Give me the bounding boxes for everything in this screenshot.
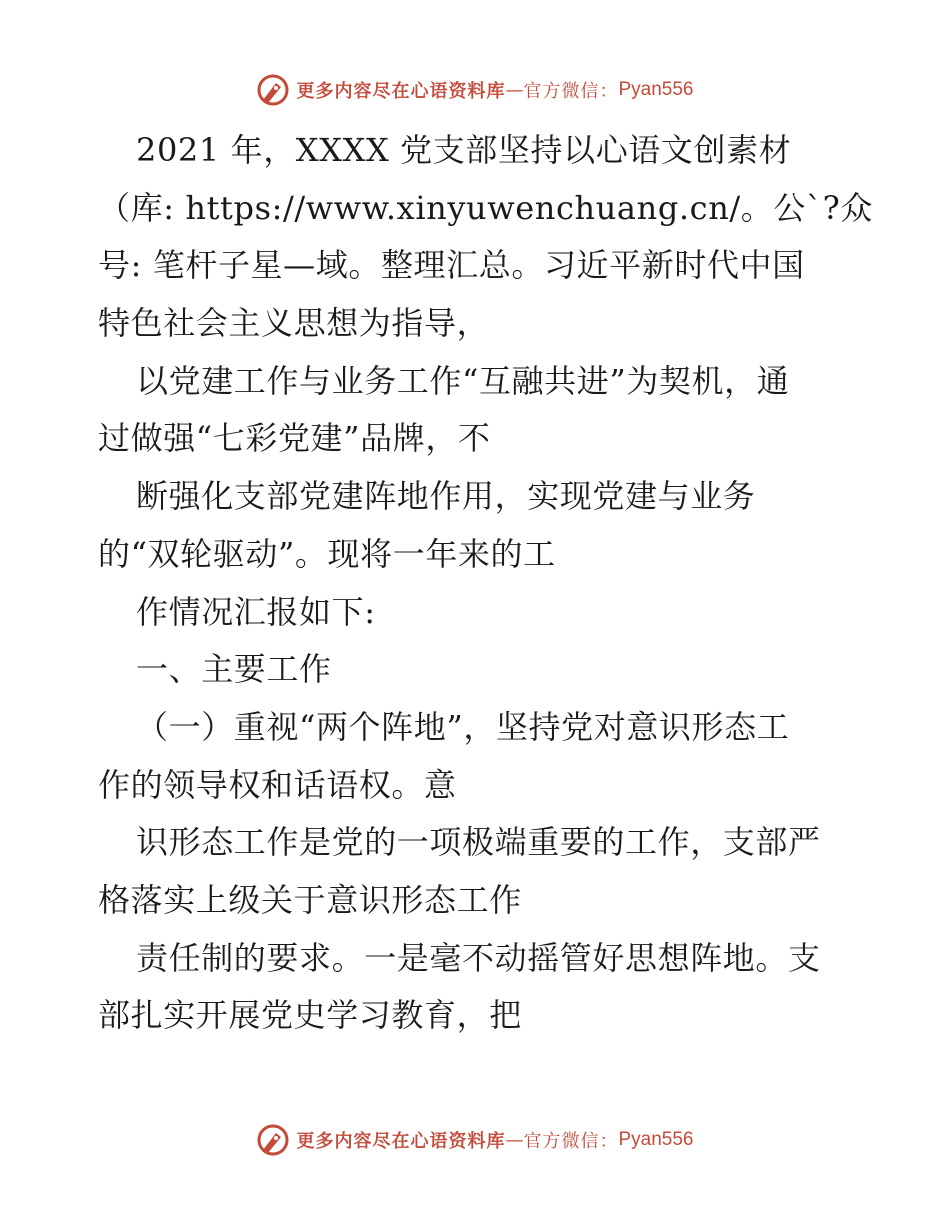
watermark-wechat-id: Pyan556 bbox=[618, 1129, 694, 1150]
body-line: 的“双轮驱动”。现将一年来的工 bbox=[98, 534, 556, 573]
body-line: 作的领导权和话语权。意 bbox=[98, 765, 457, 804]
body-line: 作情况汇报如下: bbox=[136, 592, 376, 631]
body-line: 以党建工作与业务工作“互融共进”为契机，通 bbox=[136, 361, 790, 400]
body-line: （库: https://www.xinyuwenchuang.cn/。公`?众 bbox=[98, 188, 873, 227]
watermark-sub-text: 官方微信： bbox=[523, 1131, 619, 1152]
body-line: 部扎实开展党史学习教育，把 bbox=[98, 996, 522, 1035]
document-body bbox=[98, 122, 873, 1045]
watermark-main-text: 更多内容尽在心语资料库 bbox=[296, 1131, 506, 1152]
watermark-dash: — bbox=[505, 79, 524, 101]
watermark-main-text: 更多内容尽在心语资料库 bbox=[296, 81, 506, 102]
header-watermark bbox=[0, 70, 950, 110]
pen-nib-logo-icon bbox=[256, 1123, 290, 1157]
body-line: 号: 笔杆子星—域。整理汇总。习近平新时代中国 bbox=[98, 246, 805, 285]
section-heading: 一、主要工作 bbox=[136, 650, 332, 689]
body-line: 格落实上级关于意识形态工作 bbox=[98, 880, 522, 919]
body-line: 2021 年，XXXX 党支部坚持以心语文创素材 bbox=[136, 131, 792, 169]
body-line: 过做强“七彩党建”品牌，不 bbox=[98, 419, 491, 458]
body-line: 识形态工作是党的一项极端重要的工作，支部严 bbox=[136, 823, 821, 862]
subsection-heading: （一）重视“两个阵地”，坚持党对意识形态工 bbox=[136, 707, 790, 746]
watermark-wechat-id: Pyan556 bbox=[618, 79, 694, 100]
body-line: 责任制的要求。一是毫不动摇管好思想阵地。支 bbox=[136, 938, 821, 977]
pen-nib-logo-icon bbox=[256, 73, 290, 107]
body-line: 特色社会主义思想为指导， bbox=[98, 304, 490, 343]
watermark-dash: — bbox=[505, 1129, 524, 1151]
footer-watermark bbox=[0, 1120, 950, 1160]
watermark-sub-text: 官方微信： bbox=[523, 81, 619, 102]
body-line: 断强化支部党建阵地作用，实现党建与业务 bbox=[136, 477, 756, 516]
